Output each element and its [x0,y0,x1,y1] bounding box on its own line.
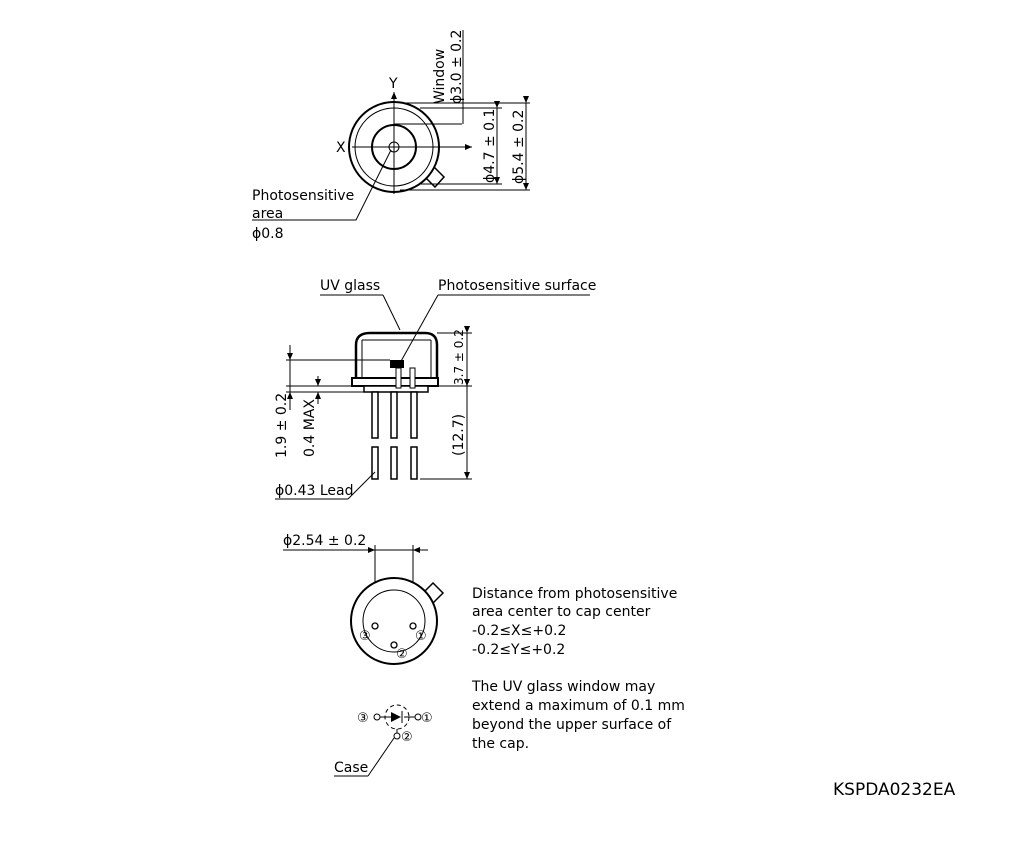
circuit-pin-2-label: ② [401,730,413,745]
cap-flange [352,378,438,386]
inner-diameter-dimension: ϕ4.7 ± 0.1 [482,108,498,183]
photosensitive-surface-label: Photosensitive surface [438,278,597,294]
side-view [274,278,596,499]
outer-diameter-dimension: ϕ5.4 ± 0.2 [511,109,527,184]
uv-note-line-2: extend a maximum of 0.1 mm [472,698,685,714]
axis-x-label: X [336,140,346,156]
pin-circuit [334,705,433,776]
notes [471,586,685,752]
bottom-outer-circle [351,578,437,664]
circuit-pin-1-label: ① [421,711,433,726]
case-label: Case [334,760,369,776]
photosensitive-area-label-3: ϕ0.8 [252,226,284,242]
bottom-pin-3-label: ③ [359,629,371,644]
circuit-pin-3-label: ③ [357,711,369,726]
distance-note-line-3: -0.2≤X≤+0.2 [472,623,567,639]
distance-note-line-4: -0.2≤Y≤+0.2 [472,642,566,658]
max-dimension: 0.4 MAX [302,399,318,457]
lead-diameter-label: ϕ0.43 Lead [275,483,354,499]
uv-note-line-1: The UV glass window may [472,679,656,695]
chip [390,360,404,368]
lead-length-dimension: (12.7) [451,413,467,456]
uv-glass-label: UV glass [320,278,381,294]
bottom-pin-2-label: ② [396,647,408,662]
bottom-view [283,533,443,664]
bottom-pin-1-label: ① [415,629,427,644]
drawing-code: KSPDA0232EA [833,780,956,800]
window-label: Window [432,48,448,104]
uv-note-line-4: the cap. [472,736,530,752]
window-dimension: ϕ3.0 ± 0.2 [449,29,465,104]
leads [372,392,417,479]
photodiode-symbol [391,712,401,722]
pitch-dimension: ϕ2.54 ± 0.2 [283,533,367,549]
distance-note-line-1: Distance from photosensitive [472,586,678,602]
uv-note-line-3: beyond the upper surface of [472,717,672,733]
photosensitive-area-label-2: area [252,206,284,222]
height-dimension: 3.7 ± 0.2 [452,329,466,385]
distance-note-line-2: area center to cap center [472,604,651,620]
top-view [252,30,530,242]
surface-height-dimension: 1.9 ± 0.2 [274,392,290,458]
photosensitive-area-label-1: Photosensitive [252,188,355,204]
axis-y-label: Y [389,76,398,92]
